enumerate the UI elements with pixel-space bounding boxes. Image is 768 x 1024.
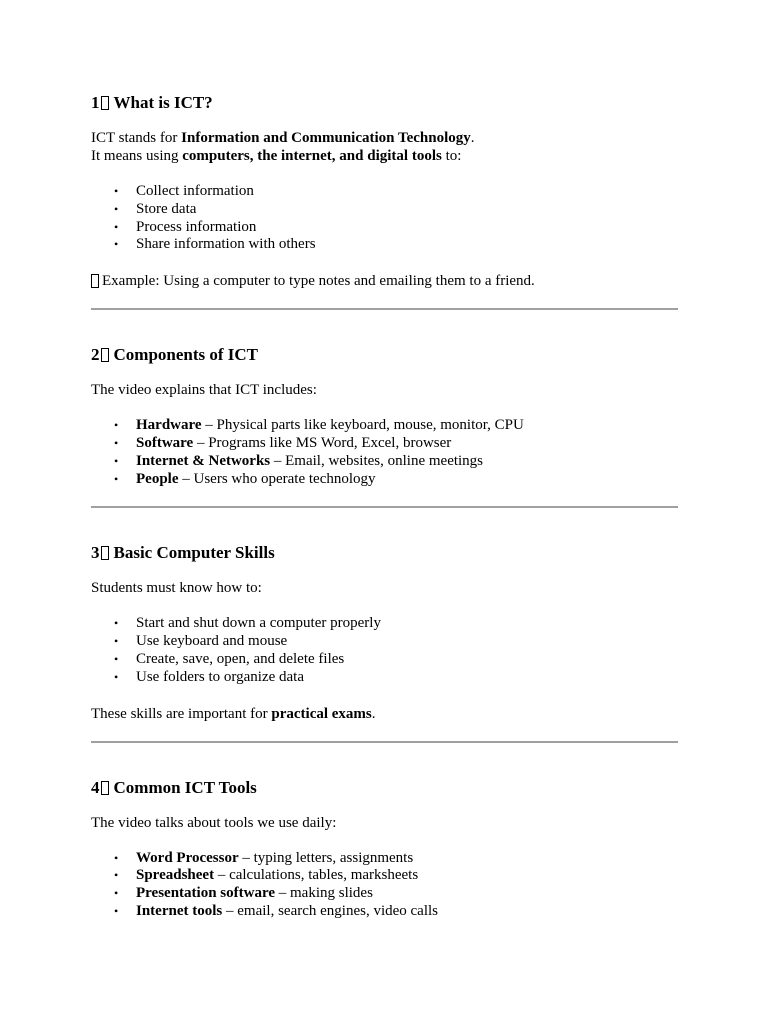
bullet-list (91, 615, 678, 686)
bullet-icon: • (114, 418, 119, 433)
bullet-icon: • (114, 850, 119, 865)
bold-term: practical exams (271, 705, 372, 722)
section-divider (91, 741, 678, 743)
list-item: • Use folders to organize data (114, 668, 304, 685)
missing-glyph-icon (101, 546, 109, 560)
section-number: 4 (91, 777, 100, 797)
section-basic-skills (91, 543, 678, 742)
section-divider (91, 506, 678, 508)
bullet-icon: • (114, 184, 119, 198)
section-number: 2 (91, 345, 100, 365)
list-item: • Presentation software – making slides (114, 885, 373, 902)
bullet-icon: • (114, 435, 119, 450)
list-item: • People – Users who operate technology (114, 470, 376, 487)
list-item: • Spreadsheet – calculations, tables, marksheets (114, 867, 419, 884)
bullet-icon: • (114, 471, 119, 486)
bullet-icon: • (114, 453, 119, 468)
section-title: Basic Computer Skills (113, 543, 275, 563)
bullet-icon: • (114, 201, 119, 216)
bullet-icon: • (114, 903, 119, 918)
missing-glyph-icon (91, 274, 99, 288)
paragraph: The video talks about tools we use daily: (91, 814, 337, 831)
bullet-icon: • (114, 219, 119, 234)
bullet-list (91, 183, 678, 254)
section-divider (91, 308, 678, 310)
paragraph: The video explains that ICT includes: (91, 382, 317, 399)
section-heading (91, 778, 678, 798)
missing-glyph-icon (101, 96, 109, 110)
section-heading (91, 93, 678, 113)
section-number: 1 (91, 93, 100, 112)
section-title: What is ICT? (113, 93, 213, 112)
list-item: • Use keyboard and mouse (114, 633, 288, 650)
list-item: • Software – Programs like MS Word, Excel, browser (114, 434, 452, 451)
list-item: • Collect information (114, 183, 254, 199)
section-heading (91, 543, 678, 563)
list-item: • Share information with others (114, 236, 316, 253)
bullet-icon: • (114, 868, 119, 883)
bullet-list (91, 417, 678, 488)
section-heading (91, 345, 678, 365)
section-common-tools (91, 778, 678, 921)
list-item: • Start and shut down a computer properly (114, 615, 381, 632)
paragraph: It means using computers, the internet, and digital tools to: (91, 148, 462, 164)
section-title: Components of ICT (113, 345, 259, 365)
section-title: Common ICT Tools (113, 777, 257, 797)
list-item: • Create, save, open, and delete files (114, 650, 345, 667)
section-components (91, 345, 678, 508)
bold-term: computers, the internet, and digital tools (182, 148, 442, 164)
missing-glyph-icon (101, 781, 109, 795)
bullet-list (91, 850, 678, 921)
bullet-icon: • (114, 651, 119, 666)
bullet-icon: • (114, 237, 119, 252)
bold-term: Information and Communication Technology (181, 130, 471, 146)
paragraph: These skills are important for practical exams. (91, 705, 376, 722)
bullet-icon: • (114, 886, 119, 901)
list-item: • Store data (114, 200, 197, 217)
bullet-icon: • (114, 634, 119, 649)
document-content (91, 93, 678, 921)
list-item: • Internet tools – email, search engines, video calls (114, 902, 439, 919)
bullet-icon: • (114, 669, 119, 684)
section-what-is-ict (91, 93, 678, 310)
example-note: Example: Using a computer to type notes and emailing them to a friend. (91, 272, 678, 290)
list-item: • Process information (114, 218, 257, 235)
list-item: • Hardware – Physical parts like keyboard, mouse, monitor, CPU (114, 417, 524, 434)
section-number: 3 (91, 543, 100, 563)
bullet-icon: • (114, 616, 119, 631)
paragraph: ICT stands for Information and Communication Technology. (91, 130, 475, 146)
list-item: • Internet & Networks – Email, websites, online meetings (114, 452, 484, 469)
missing-glyph-icon (101, 348, 109, 362)
paragraph: Students must know how to: (91, 580, 262, 597)
list-item: • Word Processor – typing letters, assignments (114, 849, 414, 866)
